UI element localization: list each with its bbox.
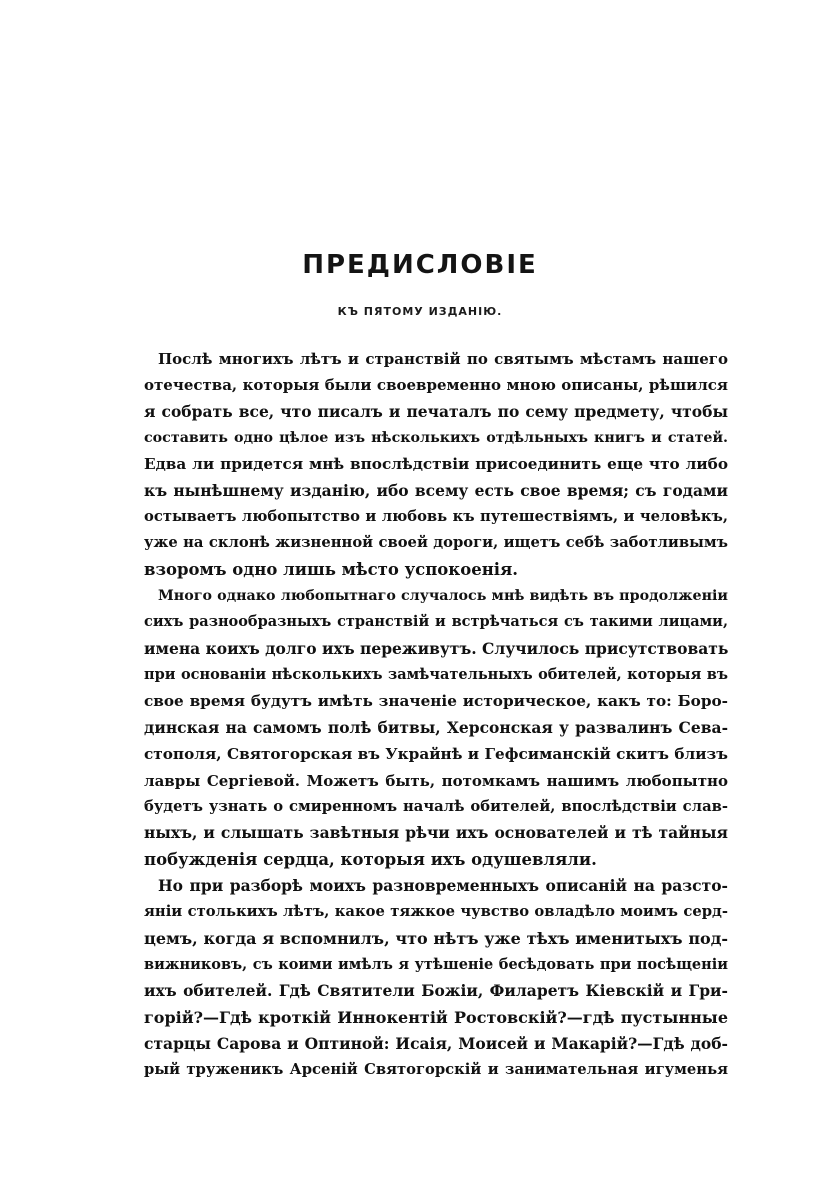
text-line: я собрать все, что писалъ и печаталъ по сему предмету, чтобы (144, 401, 728, 421)
text-line: составить одно цѣлое изъ нѣсколькихъ отдѣльныхъ книгъ и статей. (144, 430, 728, 447)
text-line: побужденія сердца, которыя ихъ одушевляли. (144, 849, 597, 869)
page-subtitle: КЪ ПЯТОМУ ИЗДАНІЮ. (337, 305, 503, 318)
text-line: вижниковъ, съ коими имѣлъ я утѣшеніе бесѣдовать при посѣщеніи (144, 955, 728, 973)
body-text (144, 346, 728, 1084)
text-line: яніи столькихъ лѣтъ, какое тяжкое чувство овладѣло моимъ серд- (144, 903, 728, 921)
text-line: Едва ли придется мнѣ впослѣдствіи присоединить еще что либо (144, 455, 728, 474)
text-line: отечества, которыя были своевременно мною описаны, рѣшился (144, 376, 728, 395)
text-line: къ нынѣшнему изданію, ибо всему есть свое время; съ годами (144, 480, 728, 500)
text-line: сихъ разнообразныхъ странствій и встрѣчаться съ такими лицами, (144, 613, 728, 631)
text-line: динская на самомъ полѣ битвы, Херсонская у развалинъ Сева- (144, 717, 728, 737)
text-line: Много однако любопытнаго случалось мнѣ видѣть въ продолженіи (158, 588, 728, 605)
text-line: имена коихъ долго ихъ переживутъ. Случилось присутствовать (144, 638, 728, 658)
page-title: ПРЕДИСЛОВІЕ (302, 250, 538, 280)
text-line: старцы Сарова и Оптиной: Исаія, Моисей и Макарій?—Гдѣ доб- (144, 1033, 728, 1053)
text-line: остываетъ любопытство и любовь къ путешествіямъ, и человѣкъ, (144, 508, 728, 526)
text-line: лавры Сергіевой. Можетъ быть, потомкамъ нашимъ любопытно (144, 771, 728, 790)
text-line: горій?—Гдѣ кроткій Иннокентій Ростовскій?—гдѣ пустынные (144, 1007, 728, 1027)
text-line: Послѣ многихъ лѣтъ и странствій по святымъ мѣстамъ нашего (158, 350, 728, 368)
text-line: свое время будутъ имѣть значеніе историческое, какъ то: Боро- (144, 692, 728, 711)
text-line: Но при разборѣ моихъ разновременныхъ описаній на разсто- (158, 875, 728, 895)
text-line: уже на склонѣ жизненной своей дороги, ищетъ себѣ заботливымъ (144, 534, 728, 552)
text-line: стополя, Святогорская въ Украйнѣ и Гефсиманскій скитъ близъ (144, 745, 728, 764)
text-line: ихъ обителей. Гдѣ Святители Божіи, Филаретъ Кіевскій и Гри- (144, 981, 728, 1001)
text-line: цемъ, когда я вспомнилъ, что нѣтъ уже тѣхъ именитыхъ под- (144, 928, 728, 948)
text-line: при основаніи нѣсколькихъ замѣчательныхъ обителей, которыя въ (144, 666, 728, 684)
text-line: ныхъ, и слышать завѣтныя рѣчи ихъ основателей и тѣ тайныя (144, 823, 728, 843)
text-line: взоромъ одно лишь мѣсто успокоенія. (144, 559, 518, 579)
text-line: будетъ узнать о смиренномъ началѣ обителей, впослѣдствіи слав- (144, 797, 728, 815)
text-line: рый труженикъ Арсеній Святогорскій и занимательная игуменья (144, 1061, 728, 1079)
